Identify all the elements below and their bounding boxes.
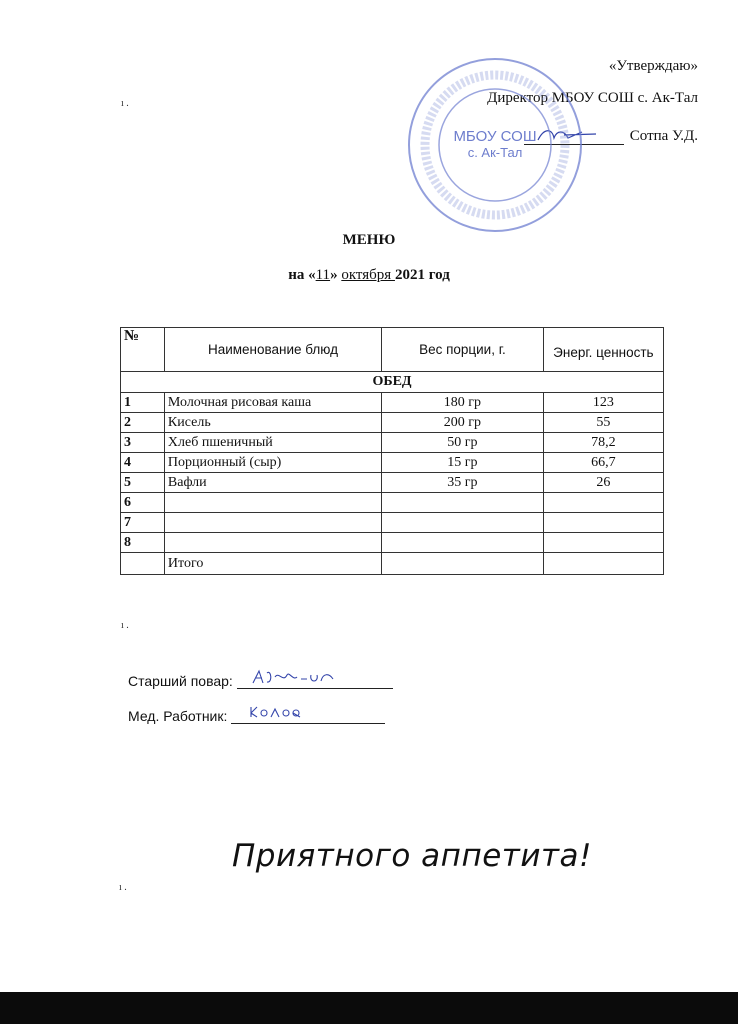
row-energy: [543, 533, 663, 553]
menu-date: [0, 267, 738, 284]
header-energy: Энерг. ценность: [543, 328, 663, 372]
row-energy: 78,2: [543, 433, 663, 453]
medic-signature-icon: [247, 703, 317, 721]
total-energy: [543, 553, 663, 575]
row-name: Порционный (сыр): [164, 453, 381, 473]
header-num: №: [121, 328, 165, 372]
table-row: [121, 473, 664, 493]
director-name: Сотпа У.Д.: [629, 128, 698, 144]
row-energy: 66,7: [543, 453, 663, 473]
row-num: 8: [121, 533, 165, 553]
total-label: Итого: [164, 553, 381, 575]
section-title: ОБЕД: [121, 372, 664, 393]
cook-signature-row: [128, 668, 393, 689]
row-num: 7: [121, 513, 165, 533]
table-row: [121, 513, 664, 533]
total-num: [121, 553, 165, 575]
row-name: Хлеб пшеничный: [164, 433, 381, 453]
date-prefix: на «: [288, 267, 316, 283]
table-row: [121, 493, 664, 513]
medic-label: Мед. Работник:: [128, 708, 228, 724]
medic-signature-line: [231, 703, 385, 724]
row-num: 4: [121, 453, 165, 473]
row-weight: 15 гр: [382, 453, 544, 473]
row-name: [164, 533, 381, 553]
cook-label: Старший повар:: [128, 673, 233, 689]
row-num: 5: [121, 473, 165, 493]
row-energy: 55: [543, 413, 663, 433]
table-row: [121, 393, 664, 413]
table-row: [121, 413, 664, 433]
approval-title: «Утверждаю»: [608, 58, 698, 74]
date-mid: »: [330, 267, 342, 283]
date-suffix: 2021 год: [394, 267, 450, 283]
row-weight: 200 гр: [382, 413, 544, 433]
total-row: [121, 553, 664, 575]
row-name: Вафли: [164, 473, 381, 493]
row-energy: [543, 493, 663, 513]
row-name: Кисель: [164, 413, 381, 433]
date-month: октября: [341, 267, 395, 283]
margin-mark: ı .: [119, 882, 127, 893]
row-energy: 123: [543, 393, 663, 413]
table-row: [121, 533, 664, 553]
row-weight: 35 гр: [382, 473, 544, 493]
section-row: [121, 372, 664, 393]
table-row: [121, 453, 664, 473]
header-name: Наименование блюд: [164, 328, 381, 372]
table-header-row: [121, 328, 664, 372]
menu-table: [120, 327, 664, 575]
row-num: 1: [121, 393, 165, 413]
header-weight: Вес порции, г.: [382, 328, 544, 372]
approval-role: Директор МБОУ СОШ с. Ак-Тал: [487, 90, 698, 106]
cook-signature-line: [237, 668, 393, 689]
row-name: [164, 493, 381, 513]
bon-appetit-text: Приятного аппетита!: [232, 838, 592, 874]
cook-signature-icon: [249, 667, 339, 687]
row-energy: 26: [543, 473, 663, 493]
row-weight: [382, 533, 544, 553]
row-name: [164, 513, 381, 533]
row-weight: 50 гр: [382, 433, 544, 453]
row-weight: 180 гр: [382, 393, 544, 413]
date-day: 11: [315, 267, 331, 283]
row-weight: [382, 493, 544, 513]
scan-bottom-edge: [0, 992, 738, 1024]
total-weight: [382, 553, 544, 575]
row-name: Молочная рисовая каша: [164, 393, 381, 413]
svg-text:МБОУ СОШ: МБОУ СОШ: [453, 128, 537, 145]
svg-text:с. Ак-Тал: с. Ак-Тал: [467, 145, 523, 160]
row-weight: [382, 513, 544, 533]
margin-mark: ı .: [121, 98, 129, 109]
table-row: [121, 433, 664, 453]
row-num: 6: [121, 493, 165, 513]
row-num: 2: [121, 413, 165, 433]
row-energy: [543, 513, 663, 533]
stamp-seal-icon: [405, 55, 585, 235]
menu-title: МЕНЮ: [342, 232, 396, 248]
margin-mark: ı .: [121, 620, 129, 631]
medic-signature-row: [128, 703, 385, 724]
row-num: 3: [121, 433, 165, 453]
